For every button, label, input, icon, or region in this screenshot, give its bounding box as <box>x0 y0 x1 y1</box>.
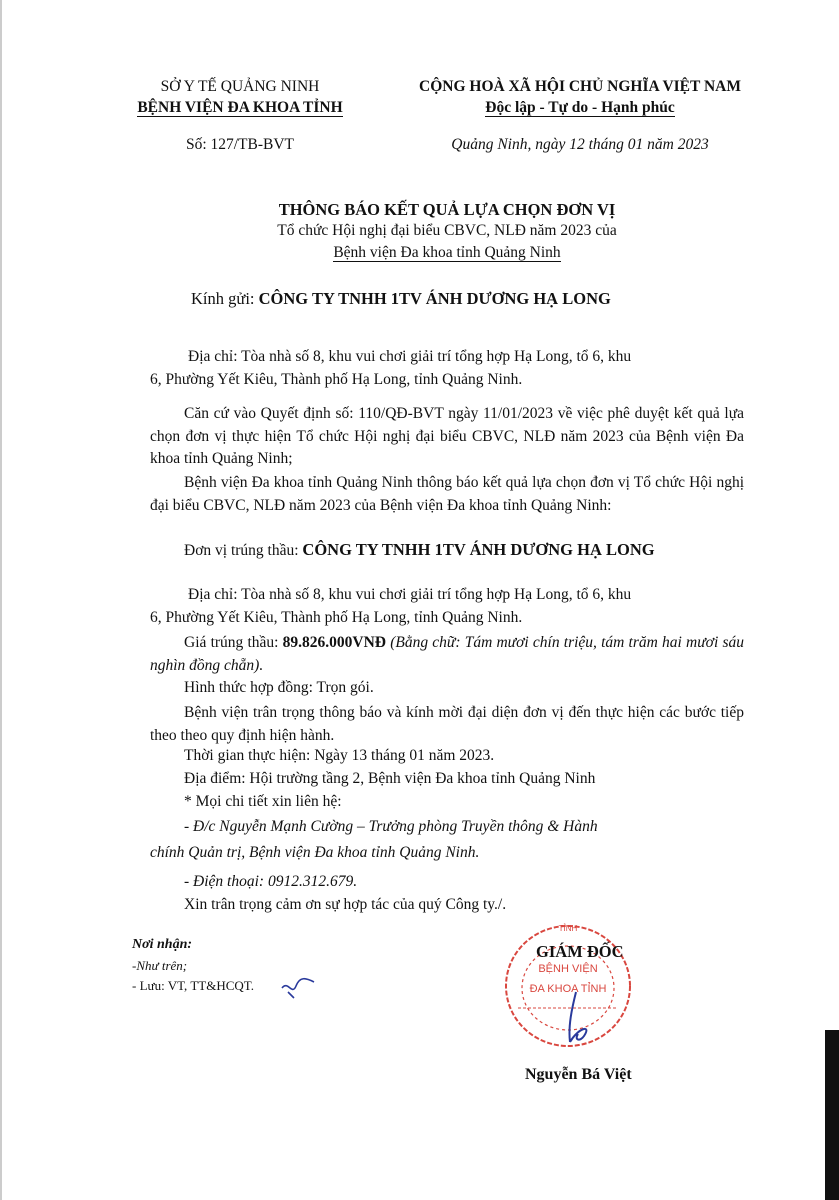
invite-text: Bệnh viện trân trọng thông báo và kính mời đại diện đơn vị đến thực hiện các bước tiếp theo theo quy định hiện hành. <box>150 704 744 744</box>
signature <box>548 988 608 1048</box>
motto-text: Độc lập - Tự do - Hạnh phúc <box>485 99 675 116</box>
doc-number: Số: 127/TB-BVT <box>185 136 295 153</box>
thanks-line: Xin trân trọng cảm ơn sự hợp tác của quý Công ty./. <box>184 896 507 913</box>
stamp-line-1: BỆNH VIỆN <box>538 963 598 975</box>
scan-edge-right <box>825 1030 839 1200</box>
notice-subtitle-2 <box>150 244 744 262</box>
notice-title: THÔNG BÁO KẾT QUẢ LỰA CHỌN ĐƠN VỊ <box>278 200 616 219</box>
announce-paragraph <box>150 472 744 517</box>
agency-name <box>100 99 380 117</box>
announce-text: Bệnh viện Đa khoa tỉnh Quảng Ninh thông báo kết quả lựa chọn đơn vị Tổ chức Hội nghị đại biểu CBVC, NLĐ năm 2023 của Bệnh viện Đa khoa tỉnh Quảng Ninh: <box>150 474 744 514</box>
address-1-line-2: 6, Phường Yết Kiêu, Thành phố Hạ Long, tỉnh Quảng Ninh. <box>150 371 523 388</box>
price-value: 89.826.000VNĐ <box>282 634 387 651</box>
agency-parent: SỞ Y TẾ QUẢNG NINH <box>160 78 320 95</box>
agency-name-text: BỆNH VIỆN ĐA KHOA TỈNH <box>137 99 343 116</box>
price-words: (Bằng chữ: Tám mươi chín triệu, tám trăm hai mươi sáu nghìn đồng chẵn). <box>150 634 744 674</box>
contact-person-line-2: chính Quản trị, Bệnh viện Đa khoa tỉnh Quảng Ninh. <box>150 844 480 861</box>
scan-edge-left <box>0 0 2 1200</box>
place-date: Quảng Ninh, ngày 12 tháng 01 năm 2023 <box>451 136 709 153</box>
recipients-title: Nơi nhận: <box>132 937 193 952</box>
address-2-line-2: 6, Phường Yết Kiêu, Thành phố Hạ Long, tỉnh Quảng Ninh. <box>150 609 523 626</box>
recipient-item-2: - Lưu: VT, TT&HCQT. <box>132 978 254 993</box>
recipient-prefix: Kính gửi: <box>191 289 259 308</box>
contact-person-line-1: - Đ/c Nguyễn Mạnh Cường – Trưởng phòng Truyền thông & Hành <box>184 818 598 835</box>
winner-paragraph <box>150 539 744 563</box>
motto <box>380 99 780 117</box>
recipient-item-1: -Như trên; <box>132 958 188 973</box>
recipient-line <box>191 289 611 309</box>
nation-title: CỘNG HOÀ XÃ HỘI CHỦ NGHĨA VIỆT NAM <box>419 78 741 95</box>
contact-phone: - Điện thoại: 0912.312.679. <box>184 873 358 890</box>
winner-name: CÔNG TY TNHH 1TV ÁNH DƯƠNG HẠ LONG <box>302 540 655 559</box>
basis-text: Căn cứ vào Quyết định số: 110/QĐ-BVT ngày 11/01/2023 về việc phê duyệt kết quả lựa chọn đơn vị thực hiện Tổ chức Hội nghị đại biểu CBVC, NLĐ năm 2023 của Bệnh viện Đa khoa tỉnh Quảng Ninh; <box>150 405 744 467</box>
basis-paragraph <box>150 403 744 471</box>
notice-subtitle-2-text: Bệnh viện Đa khoa tỉnh Quảng Ninh <box>333 244 561 261</box>
initials-mark <box>278 974 318 1000</box>
price-paragraph <box>150 632 744 677</box>
contact-intro: * Mọi chi tiết xin liên hệ: <box>184 793 342 810</box>
winner-label: Đơn vị trúng thầu: <box>184 542 303 559</box>
price-label: Giá trúng thầu: <box>184 634 283 651</box>
stamp-top-text: TỈNH <box>558 924 578 933</box>
signer-title: GIÁM ĐỐC <box>536 942 624 961</box>
notice-subtitle-1: Tổ chức Hội nghị đại biểu CBVC, NLĐ năm 2023 của <box>277 222 617 239</box>
contract-type: Hình thức hợp đồng: Trọn gói. <box>184 679 374 696</box>
address-1-line-1: Địa chỉ: Tòa nhà số 8, khu vui chơi giải trí tổng hợp Hạ Long, tổ 6, khu <box>188 348 632 365</box>
address-2-line-1: Địa chỉ: Tòa nhà số 8, khu vui chơi giải trí tổng hợp Hạ Long, tổ 6, khu <box>188 586 632 603</box>
invite-paragraph <box>150 702 744 747</box>
execution-time: Thời gian thực hiện: Ngày 13 tháng 01 năm 2023. <box>184 747 495 764</box>
signer-name: Nguyễn Bá Việt <box>525 1066 632 1083</box>
venue: Địa điểm: Hội trường tầng 2, Bệnh viện Đa khoa tỉnh Quảng Ninh <box>184 770 596 787</box>
recipient-name: CÔNG TY TNHH 1TV ÁNH DƯƠNG HẠ LONG <box>258 289 611 308</box>
stamp-line-2: ĐA KHOA TỈNH <box>529 983 607 995</box>
